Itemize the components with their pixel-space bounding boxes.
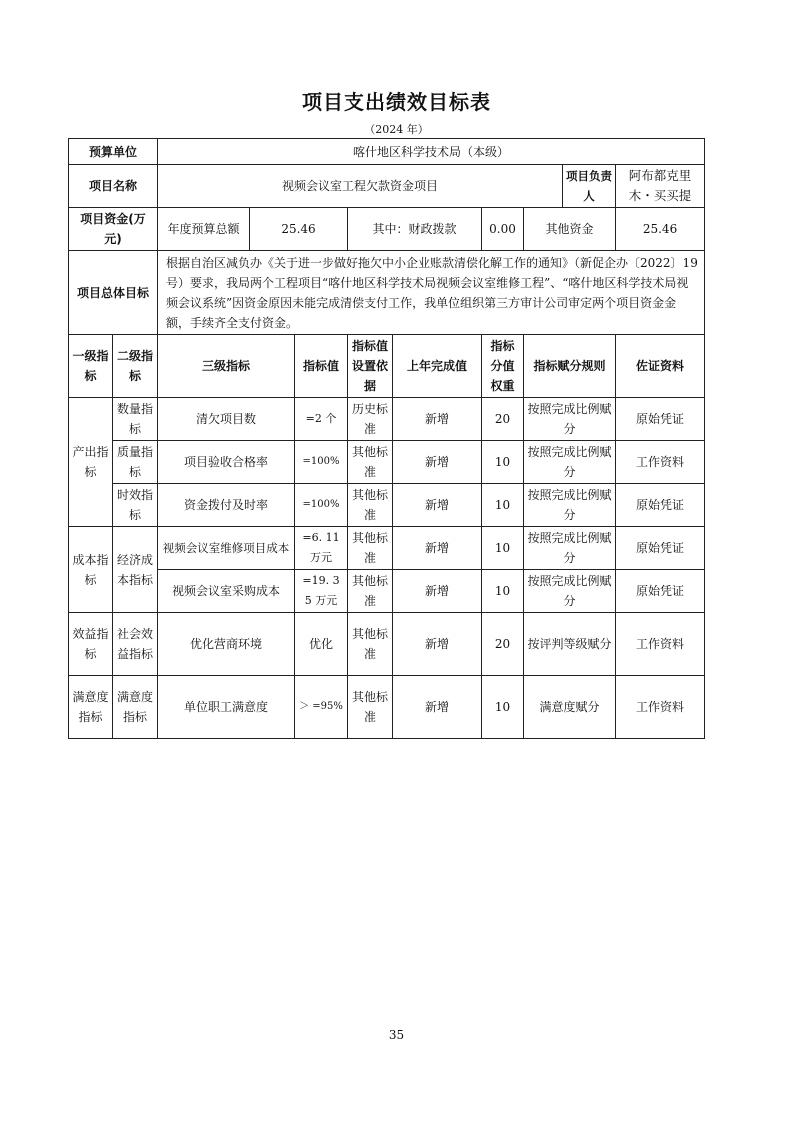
scoring-rule: 满意度赋分 — [524, 676, 616, 739]
indicator-weight: 10 — [482, 570, 524, 613]
fiscal-funds-label: 其中：财政拨款 — [348, 208, 482, 251]
project-name-row — [69, 165, 705, 208]
column-header-weight: 指标分值权重 — [482, 335, 524, 398]
scoring-rule: 按照完成比例赋分 — [524, 398, 616, 441]
evidence: 工作资料 — [616, 676, 705, 739]
evidence: 原始凭证 — [616, 570, 705, 613]
project-leader-value: 阿布都克里木・买买提 — [616, 165, 705, 208]
level1-cost-indicator: 成本指标 — [69, 527, 113, 613]
column-header-value: 指标值 — [295, 335, 348, 398]
level2-indicator: 满意度指标 — [113, 676, 158, 739]
other-funds-label: 其他资金 — [524, 208, 616, 251]
indicator-basis: 其他标准 — [348, 676, 393, 739]
scoring-rule: 按照完成比例赋分 — [524, 527, 616, 570]
other-funds-value: 25.46 — [616, 208, 705, 251]
indicator-weight: 10 — [482, 527, 524, 570]
indicator-weight: 20 — [482, 613, 524, 676]
level3-indicator: 视频会议室采购成本 — [158, 570, 295, 613]
scoring-rule: 按照完成比例赋分 — [524, 570, 616, 613]
performance-target-table — [68, 138, 705, 739]
level2-indicator: 经济成本指标 — [113, 527, 158, 613]
level3-indicator: 项目验收合格率 — [158, 441, 295, 484]
level2-indicator: 质量指标 — [113, 441, 158, 484]
indicator-basis: 历史标准 — [348, 398, 393, 441]
last-year-value: 新增 — [393, 527, 482, 570]
level3-indicator: 清欠项目数 — [158, 398, 295, 441]
level2-indicator: 社会效益指标 — [113, 613, 158, 676]
column-header-basis: 指标值设置依据 — [348, 335, 393, 398]
project-name-value: 视频会议室工程欠款资金项目 — [158, 165, 563, 208]
indicator-basis: 其他标准 — [348, 441, 393, 484]
level1-benefit-indicator: 效益指标 — [69, 613, 113, 676]
indicator-basis: 其他标准 — [348, 613, 393, 676]
evidence: 原始凭证 — [616, 398, 705, 441]
annual-budget-value: 25.46 — [250, 208, 348, 251]
budget-unit-row — [69, 139, 705, 165]
last-year-value: 新增 — [393, 441, 482, 484]
table-row — [69, 676, 705, 739]
level1-satisfaction-indicator: 满意度指标 — [69, 676, 113, 739]
evidence: 原始凭证 — [616, 484, 705, 527]
indicator-header-row — [69, 335, 705, 398]
indicator-value: 优化 — [295, 613, 348, 676]
indicator-weight: 10 — [482, 676, 524, 739]
level1-output-indicator: 产出指标 — [69, 398, 113, 527]
overall-goal-row — [69, 251, 705, 335]
project-funds-label: 项目资金(万元) — [69, 208, 158, 251]
indicator-value: =6. 11 万元 — [295, 527, 348, 570]
indicator-value: =100% — [295, 484, 348, 527]
project-name-label: 项目名称 — [69, 165, 158, 208]
last-year-value: 新增 — [393, 613, 482, 676]
indicator-value: ＞ =95% — [295, 676, 348, 739]
budget-unit-label: 预算单位 — [69, 139, 158, 165]
indicator-value: =100% — [295, 441, 348, 484]
column-header-level1: 一级指标 — [69, 335, 113, 398]
project-funds-row — [69, 208, 705, 251]
last-year-value: 新增 — [393, 676, 482, 739]
evidence: 工作资料 — [616, 613, 705, 676]
indicator-basis: 其他标准 — [348, 570, 393, 613]
column-header-level2: 二级指标 — [113, 335, 158, 398]
scoring-rule: 按照完成比例赋分 — [524, 441, 616, 484]
evidence: 原始凭证 — [616, 527, 705, 570]
scoring-rule: 按评判等级赋分 — [524, 613, 616, 676]
scoring-rule: 按照完成比例赋分 — [524, 484, 616, 527]
level3-indicator: 优化营商环境 — [158, 613, 295, 676]
level3-indicator: 单位职工满意度 — [158, 676, 295, 739]
column-header-last-year: 上年完成值 — [393, 335, 482, 398]
column-header-level3: 三级指标 — [158, 335, 295, 398]
overall-goal-text: 根据自治区减负办《关于进一步做好拖欠中小企业账款清偿化解工作的通知》（新促企办〔2022〕19号）要求，我局两个工程项目“喀什地区科学技术局视频会议室维修工程”、“喀什地区科学技术局视频会议系统”因资金原因未能完成清偿支付工作，我单位组织第三方审计公司审定两个项目资金金额，手续齐全支付资金。 — [158, 251, 705, 335]
indicator-value: =2 个 — [295, 398, 348, 441]
table-row — [69, 527, 705, 570]
indicator-basis: 其他标准 — [348, 484, 393, 527]
annual-budget-label: 年度预算总额 — [158, 208, 250, 251]
overall-goal-label: 项目总体目标 — [69, 251, 158, 335]
indicator-weight: 20 — [482, 398, 524, 441]
page-number: 35 — [388, 1028, 405, 1042]
table-row — [69, 613, 705, 676]
document-year: （2024 年） — [364, 123, 429, 136]
indicator-value: =19. 3 5 万元 — [295, 570, 348, 613]
indicator-basis: 其他标准 — [348, 527, 393, 570]
fiscal-funds-value: 0.00 — [482, 208, 524, 251]
project-leader-label: 项目负责人 — [563, 165, 616, 208]
level3-indicator: 资金拨付及时率 — [158, 484, 295, 527]
indicator-weight: 10 — [482, 484, 524, 527]
column-header-rule: 指标赋分规则 — [524, 335, 616, 398]
table-row — [69, 484, 705, 527]
document-title: 项目支出绩效目标表 — [302, 90, 491, 114]
budget-unit-value: 喀什地区科学技术局（本级） — [158, 139, 705, 165]
level3-indicator: 视频会议室维修项目成本 — [158, 527, 295, 570]
indicator-weight: 10 — [482, 441, 524, 484]
column-header-evidence: 佐证资料 — [616, 335, 705, 398]
table-row — [69, 441, 705, 484]
last-year-value: 新增 — [393, 398, 482, 441]
last-year-value: 新增 — [393, 570, 482, 613]
evidence: 工作资料 — [616, 441, 705, 484]
last-year-value: 新增 — [393, 484, 482, 527]
level2-indicator: 数量指标 — [113, 398, 158, 441]
level2-indicator: 时效指标 — [113, 484, 158, 527]
table-row — [69, 398, 705, 441]
table-row — [69, 570, 705, 613]
